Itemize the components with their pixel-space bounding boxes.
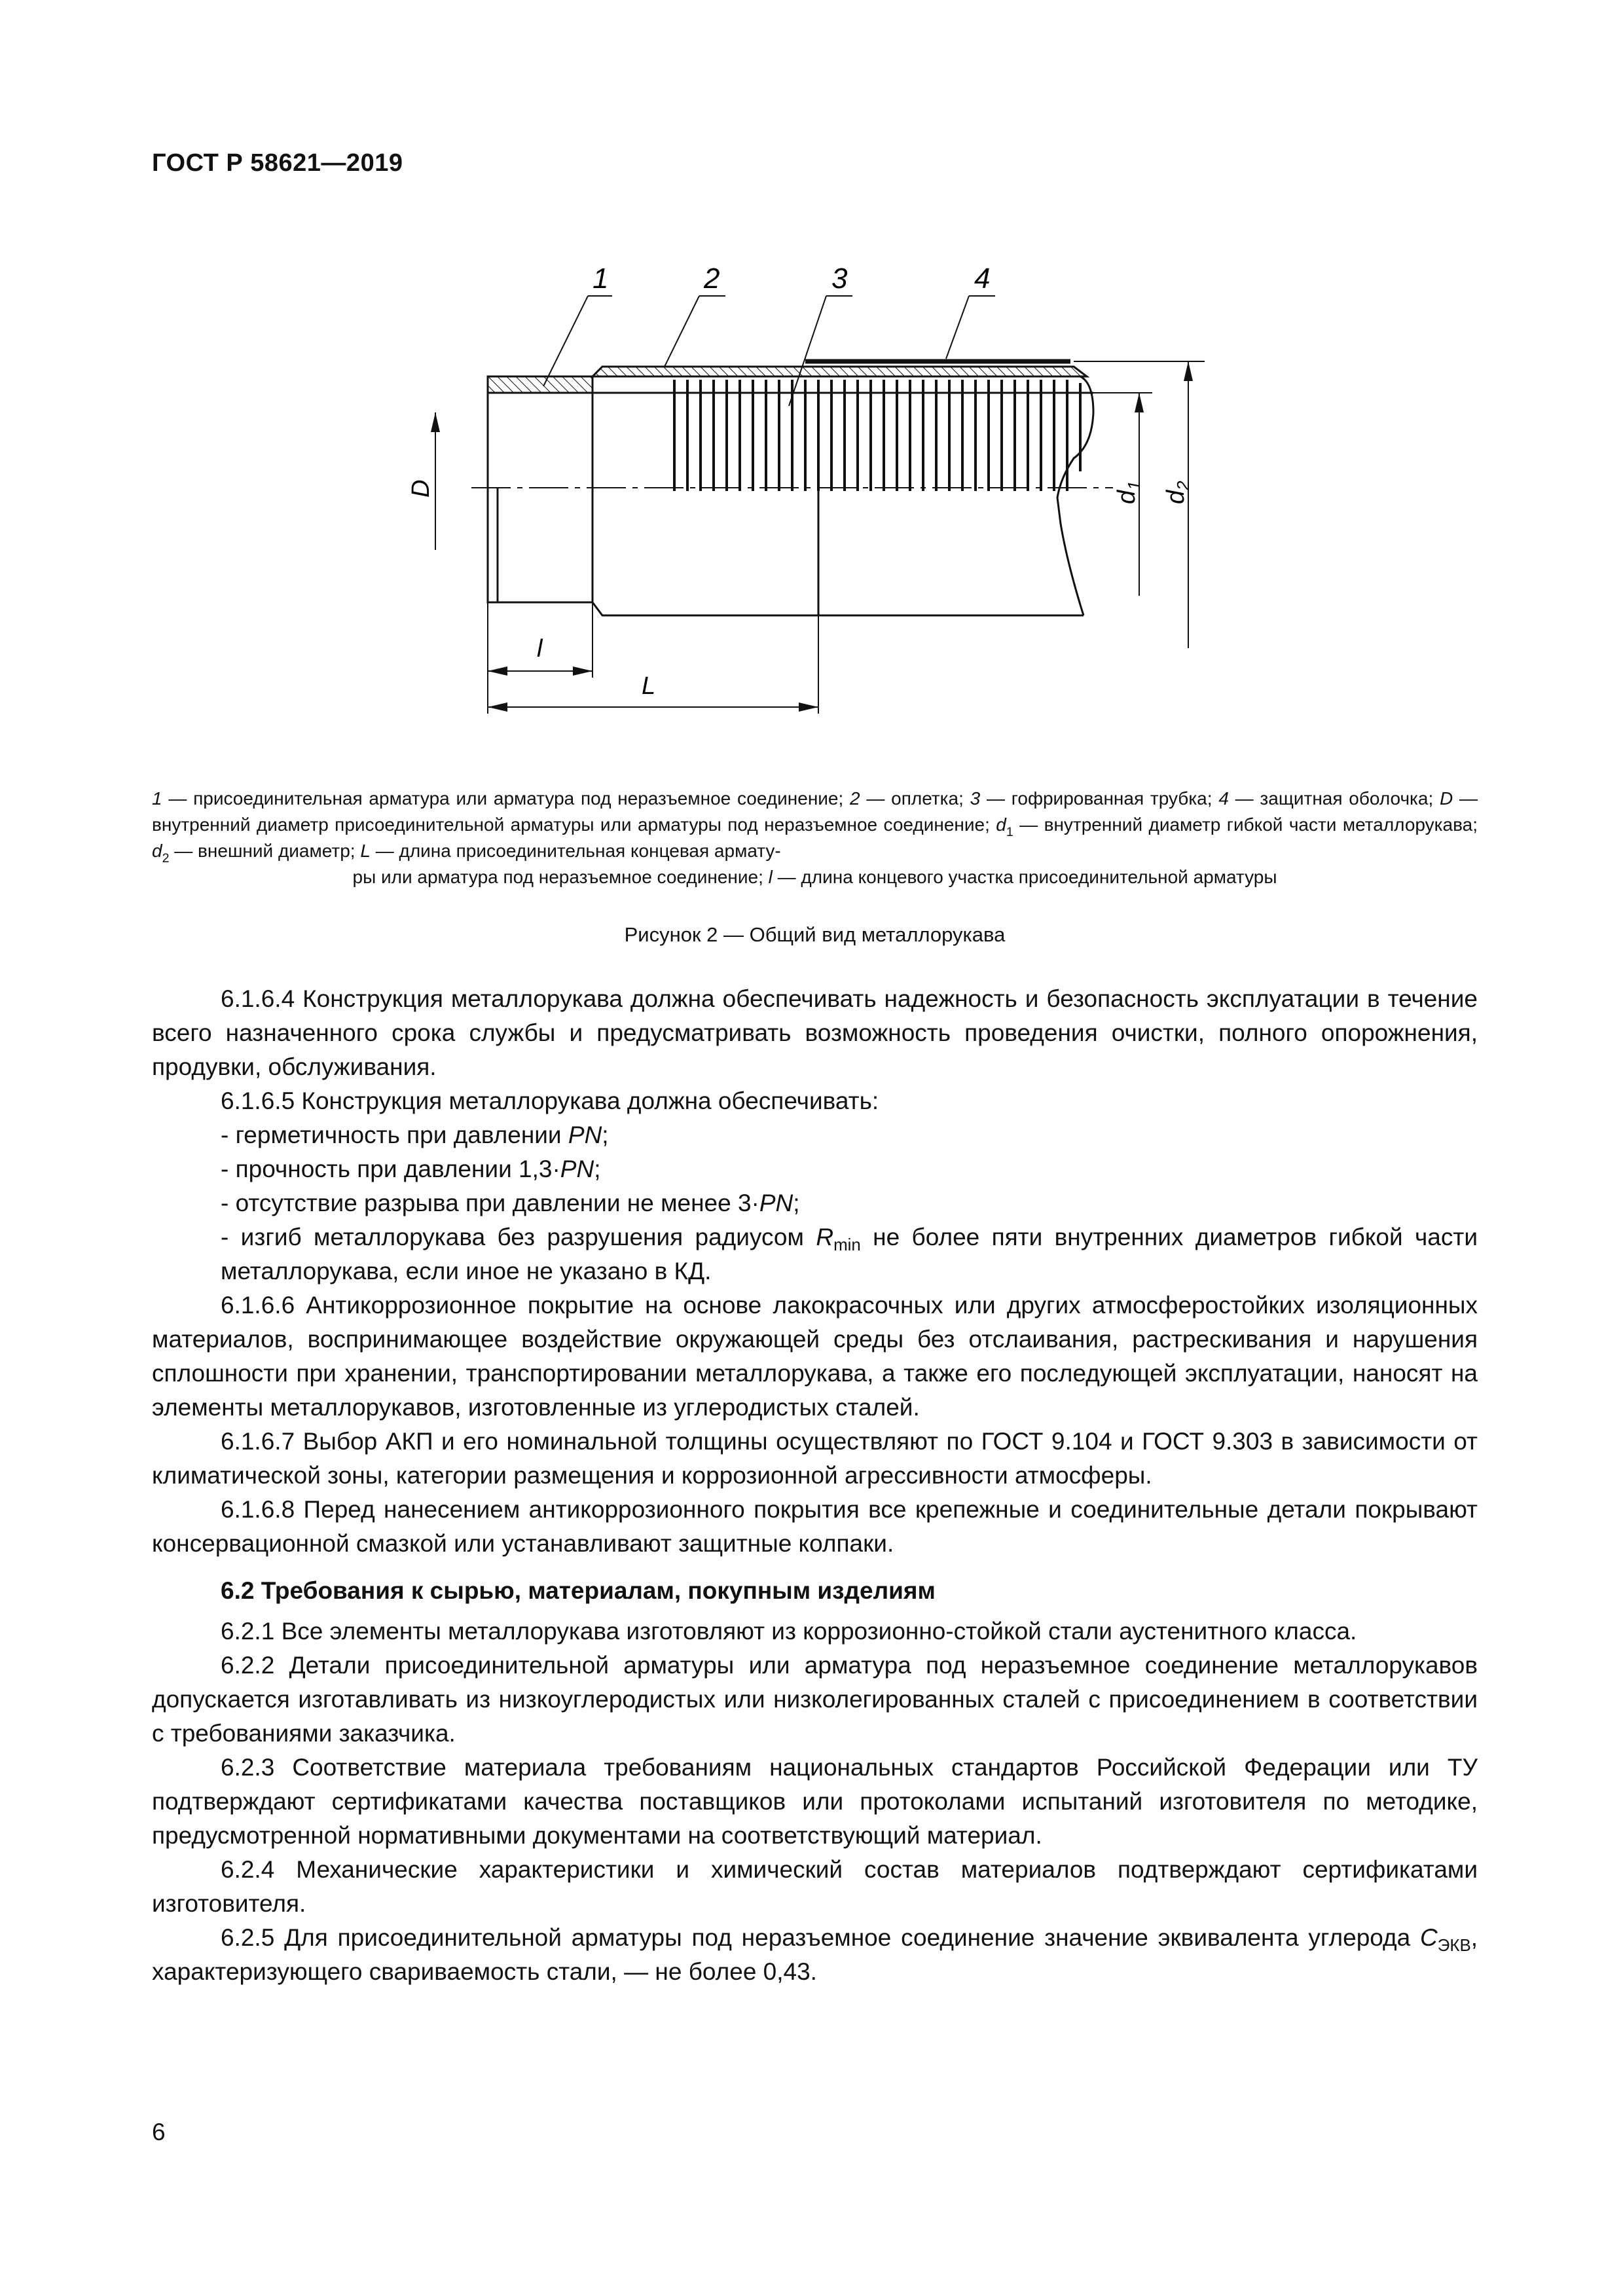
- dim-L-label: L: [642, 672, 656, 700]
- bullet-bending: [152, 1220, 1478, 1288]
- paragraph-6-1-6-4: 6.1.6.4 Конструкция металлорукава должна обеспечивать надежность и безопасность эксплуатации в течение всего назначенного срока службы и предусматривать возможность проведения очистки, полного опорожнения, продувки, обслуживания.: [152, 985, 1478, 1080]
- legend-text-d2: — внешний диаметр;: [169, 841, 361, 861]
- page-number: 6: [152, 2119, 166, 2145]
- paragraph-6-1-6-8: 6.1.6.8 Перед нанесением антикоррозионного покрытия все крепежные и соединительные детали покрывают консервационной смазкой или устанавливают защитные колпаки.: [152, 1496, 1478, 1557]
- bullet-4-end: не более пяти внутренних диаметров гибкой части металлорукава, если иное не указано в КД.: [221, 1224, 1478, 1285]
- dim-D-label: D: [407, 479, 435, 498]
- bullet-4-italic: R: [816, 1224, 834, 1250]
- fitting-body: [488, 376, 1084, 615]
- legend-key-3: 3: [970, 788, 981, 809]
- bullet-2-end: ;: [594, 1156, 601, 1182]
- legend-key-d1-sub: 1: [1006, 825, 1013, 839]
- legend-text-4: — защитная оболочка;: [1228, 788, 1440, 809]
- legend-text-3: — гофрированная трубка;: [980, 788, 1219, 809]
- dim-l-label: l: [537, 635, 543, 663]
- bullet-3-italic: PN: [759, 1190, 793, 1216]
- bullet-3-end: ;: [793, 1190, 800, 1216]
- paragraph-6-2-5: [152, 1921, 1478, 1989]
- paragraph-6-1-6-7: 6.1.6.7 Выбор АКП и его номинальной толщины осуществляют по ГОСТ 9.104 и ГОСТ 9.303 в зависимости от климатической зоны, категории размещения и коррозионной агрессивности атмосферы.: [152, 1428, 1478, 1489]
- legend-key-2: 2: [850, 788, 860, 809]
- paragraph-6-1-6-6: 6.1.6.6 Антикоррозионное покрытие на основе лакокрасочных или других атмосферостойких изоляционных материалов, воспринимающее воздействие окружающей среды без отслаивания, растрескивания и нарушения сплошности при хранении, транспортировании металлорукава, а также его последующей эксплуатации, наносят на элементы металлорукавов, изготовленные из углеродистых сталей.: [152, 1292, 1478, 1421]
- svg-text:d2: [1162, 481, 1193, 504]
- legend-key-d2: d: [152, 841, 162, 861]
- bullet-3-text: - отсутствие разрыва при давлении не менее 3·: [221, 1190, 759, 1216]
- paragraph-6-1-6-5: 6.1.6.5 Конструкция металлорукава должна обеспечивать:: [221, 1087, 879, 1114]
- legend-text-D: — внутренний диаметр присоединительной арматуры или арматуры под неразъемное соединение;: [152, 788, 1478, 835]
- paragraph-6-2-4: 6.2.4 Механические характеристики и химический состав материалов подтверждают сертификатами изготовителя.: [152, 1856, 1478, 1917]
- legend-key-4: 4: [1218, 788, 1229, 809]
- bullet-1-end: ;: [602, 1121, 609, 1148]
- dim-d1-subscript: 1: [1124, 481, 1144, 490]
- legend-key-d1: d: [996, 814, 1006, 835]
- corrugation-lines: [674, 380, 1080, 491]
- svg-text:d1: [1113, 481, 1144, 504]
- paragraph-6-2-5-end: , характеризующего свариваемость стали, — не более 0,43.: [152, 1924, 1478, 1985]
- legend-text-2: — оплетка;: [860, 788, 970, 809]
- legend-text-d1: — внутренний диаметр гибкой части металлорукава;: [1013, 814, 1478, 835]
- legend-text-l: — длина концевого участка присоединительной арматуры: [772, 867, 1277, 887]
- section-heading-6-2: 6.2 Требования к сырью, материалам, покупным изделиям: [221, 1577, 936, 1604]
- dimension-d1: [1080, 393, 1152, 596]
- callout-2: [665, 263, 725, 367]
- callout-2-label: 2: [704, 263, 720, 295]
- legend-key-D: D: [1440, 788, 1453, 809]
- callout-1-label: 1: [593, 263, 609, 295]
- callout-4: [946, 263, 995, 359]
- dimension-L: [488, 615, 818, 714]
- bullet-4-sub: min: [833, 1236, 861, 1254]
- figure-legend: [152, 786, 1478, 890]
- bullet-2-italic: PN: [560, 1156, 594, 1182]
- bullet-4-text: - изгиб металлорукава без разрушения радиусом: [221, 1224, 816, 1250]
- callout-4-label: 4: [974, 263, 991, 295]
- paragraph-6-2-1: 6.2.1 Все элементы металлорукава изготовляют из коррозионно-стойкой стали аустенитного класса.: [221, 1618, 1357, 1645]
- paragraph-6-2-2: 6.2.2 Детали присоединительной арматуры или арматура под неразъемное соединение металлорукавов допускается изготавливать из низкоуглеродистых или низколегированных сталей с присоединением в соответствии с требованиями заказчика.: [152, 1652, 1478, 1747]
- legend-text-1: — присоединительная арматура или арматура под неразъемное соединение;: [162, 788, 850, 809]
- braid-layer: [593, 367, 1087, 376]
- corrugated-tube: [593, 376, 1093, 615]
- legend-key-L: L: [360, 841, 371, 861]
- legend-key-l: l: [768, 867, 773, 887]
- dim-d1-label: d: [1113, 490, 1140, 504]
- bullet-1-italic: PN: [568, 1121, 602, 1148]
- end-fitting-section: [488, 376, 593, 393]
- bullet-2-text: - прочность при давлении 1,3·: [221, 1156, 560, 1182]
- bullet-tightness: [152, 1118, 1478, 1152]
- figure-caption: Рисунок 2 — Общий вид металлорукава: [624, 923, 1006, 946]
- legend-text-L2: ры или арматура под неразъемное соединение;: [352, 867, 769, 887]
- callout-3: [789, 263, 852, 406]
- document-header: ГОСТ Р 58621—2019: [152, 149, 403, 177]
- legend-text-L: — длина присоединительная концевая армату-: [370, 841, 781, 861]
- body-text: [152, 982, 1478, 1989]
- bullet-strength: [152, 1152, 1478, 1186]
- bullet-1-text: - герметичность при давлении: [221, 1121, 568, 1148]
- callout-3-label: 3: [831, 263, 848, 295]
- metal-hose-drawing: [367, 249, 1283, 746]
- legend-key-d2-sub: 2: [162, 851, 170, 866]
- paragraph-6-2-3: 6.2.3 Соответствие материала требованиям национальных стандартов Российской Федерации или ТУ подтверждают сертификатами качества поставщиков или протоколами испытаний изготовителя по методике, предусмотренной нормативными документами на соответствующий материал.: [152, 1754, 1478, 1849]
- dim-d2-subscript: 2: [1173, 481, 1193, 490]
- legend-key-1: 1: [152, 788, 162, 809]
- bullet-no-rupture: [152, 1186, 1478, 1220]
- legend-last-line: [152, 864, 1478, 890]
- carbon-equivalent-sub: ЭКВ: [1437, 1937, 1471, 1955]
- dim-d2-label: d: [1162, 490, 1190, 504]
- dimension-l: [488, 602, 593, 714]
- dimension-D: [407, 412, 440, 550]
- paragraph-6-2-5-text: 6.2.5 Для присоединительной арматуры под неразъемное соединение значение эквивалента углерода: [221, 1924, 1421, 1951]
- carbon-equivalent-symbol: C: [1420, 1924, 1438, 1951]
